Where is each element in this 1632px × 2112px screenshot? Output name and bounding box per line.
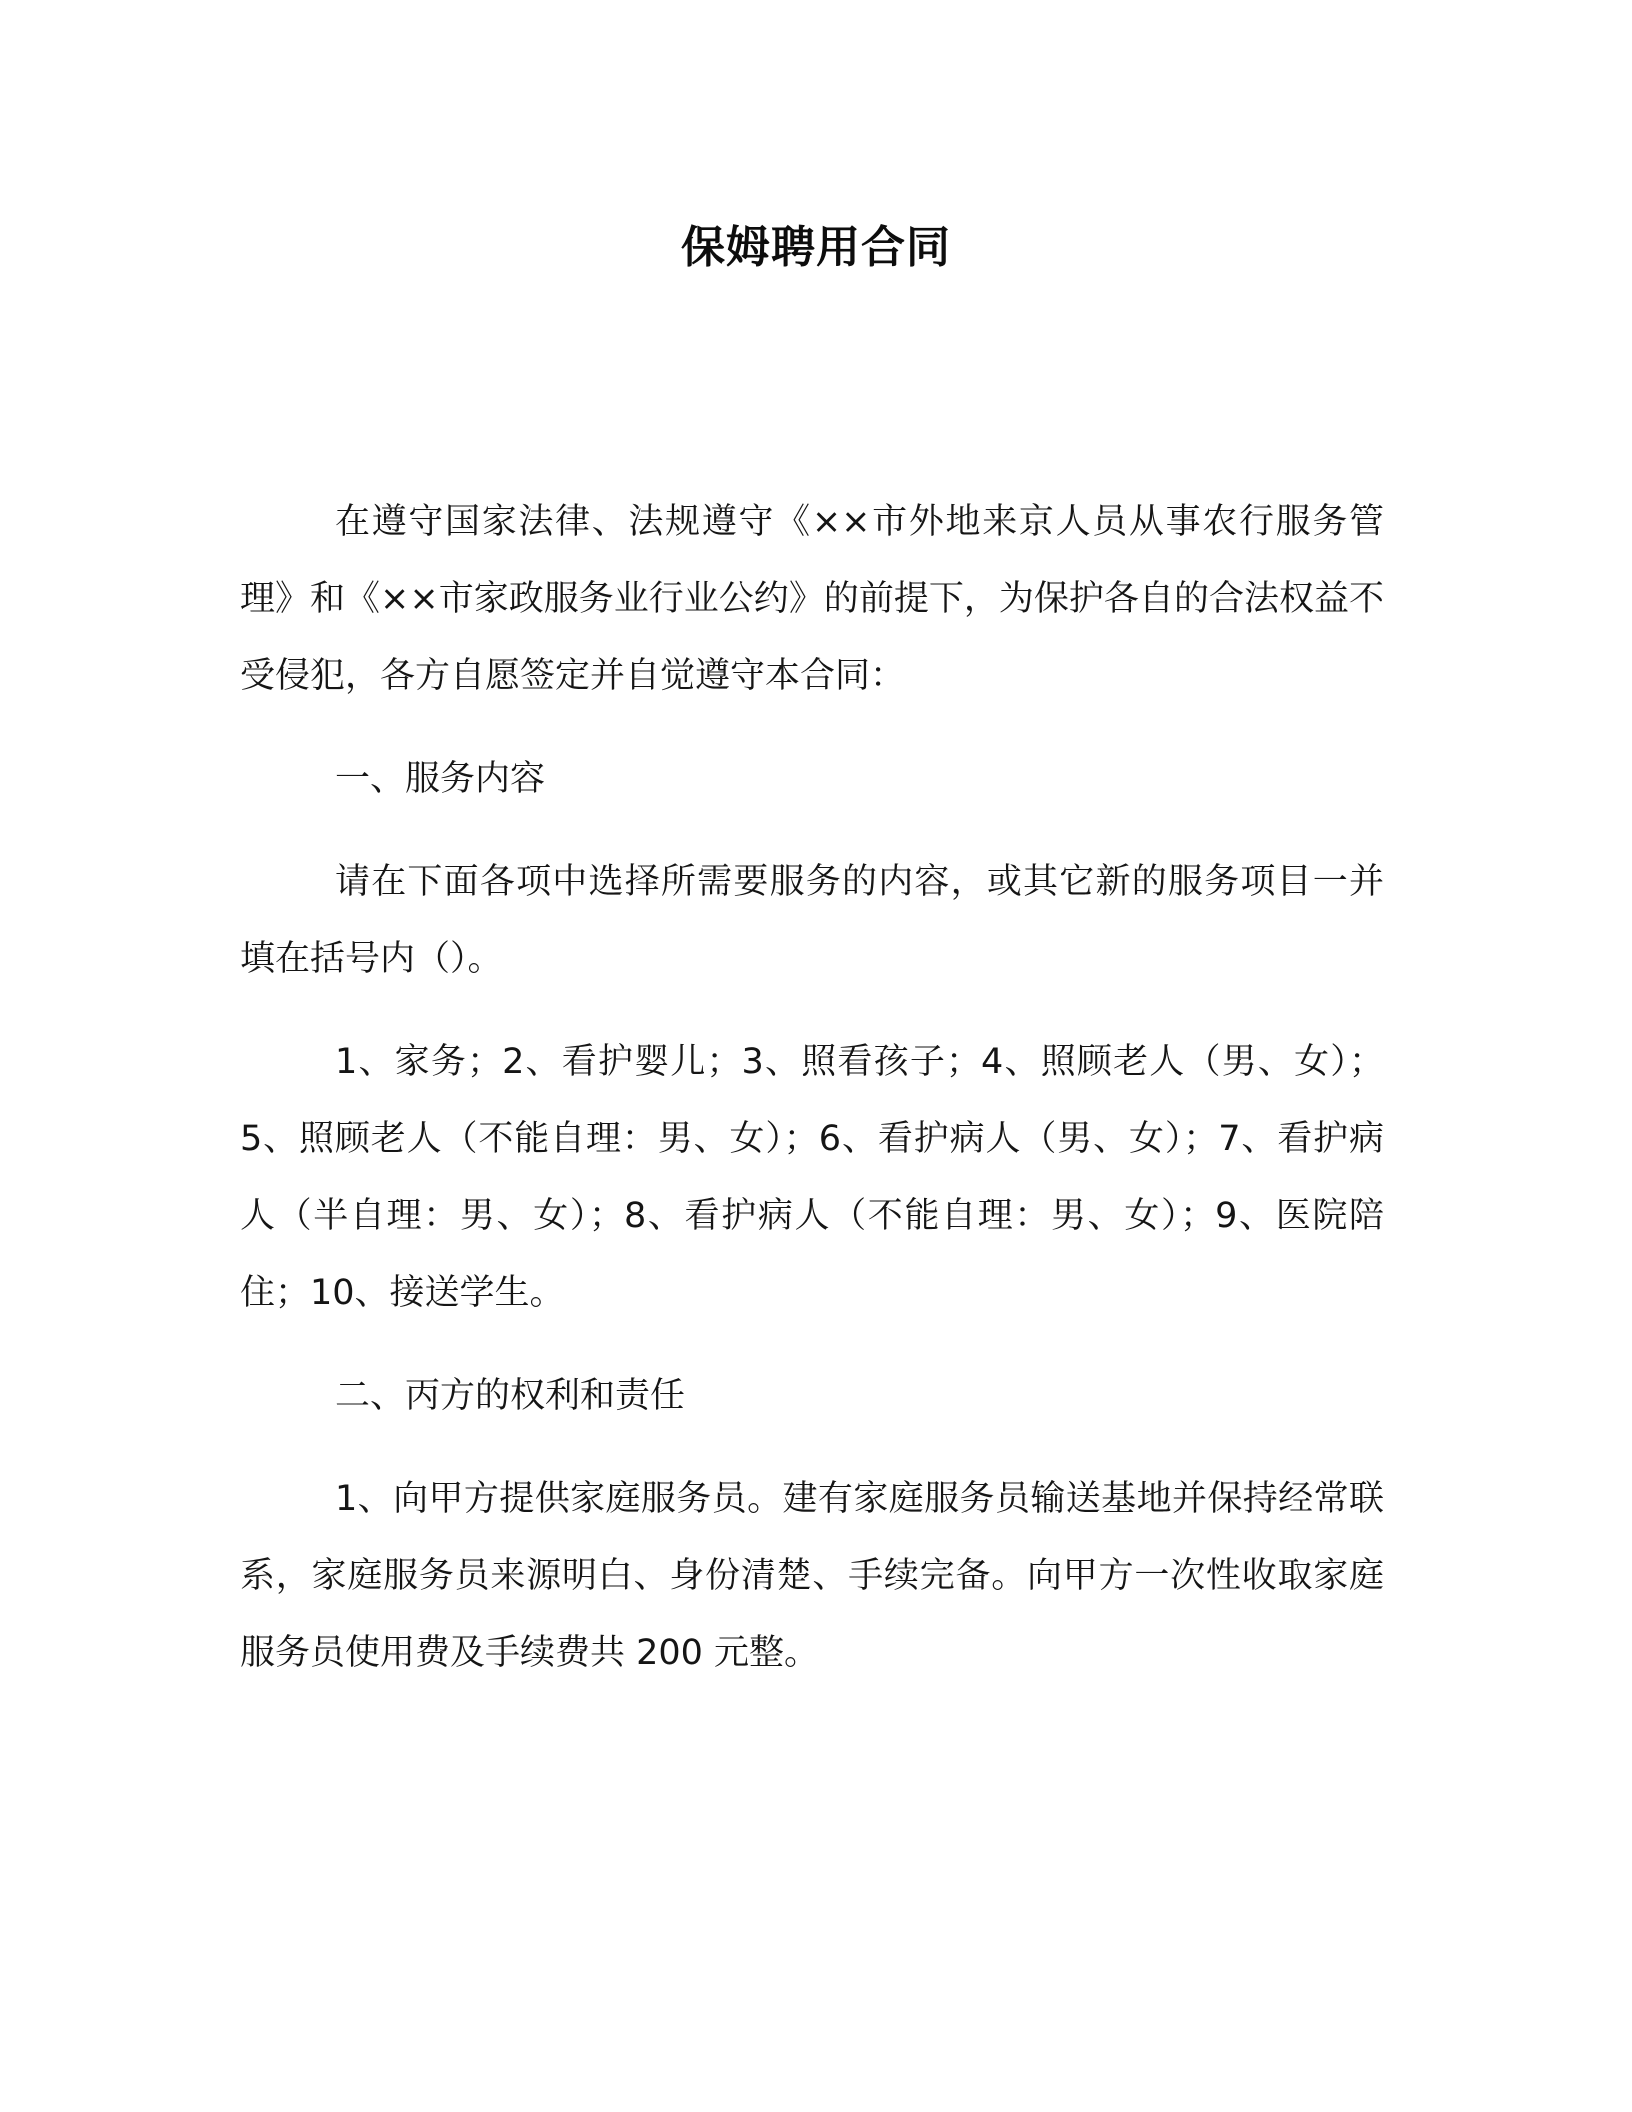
section-heading-party-c-rights: 二、丙方的权利和责任 xyxy=(335,1376,686,1416)
document-body xyxy=(240,484,1384,1692)
preamble-paragraph: 在遵守国家法律、法规遵守《××市外地来京人员从事农行服务管理》和《××市家政服务业行业公约》的前提下，为保护各自的合法权益不受侵犯，各方自愿签定并自觉遵守本合同： xyxy=(240,502,1384,696)
service-instruction-paragraph: 请在下面各项中选择所需要服务的内容，或其它新的服务项目一并填在括号内（）。 xyxy=(240,862,1384,979)
document-title: 保姆聘用合同 xyxy=(681,222,951,273)
section-heading-service-content: 一、服务内容 xyxy=(335,759,546,799)
party-c-clause-1-paragraph: 1、向甲方提供家庭服务员。建有家庭服务员输送基地并保持经常联系，家庭服务员来源明白、身份清楚、手续完备。向甲方一次性收取家庭服务员使用费及手续费共 200 元整。 xyxy=(240,1479,1384,1673)
service-items-paragraph: 1、家务；2、看护婴儿；3、照看孩子；4、照顾老人（男、女）；5、照顾老人（不能自理：男、女）；6、看护病人（男、女）；7、看护病人（半自理：男、女）；8、看护病人（不能自理：男、女）；9、医院陪住；10、接送学生。 xyxy=(240,1042,1384,1313)
